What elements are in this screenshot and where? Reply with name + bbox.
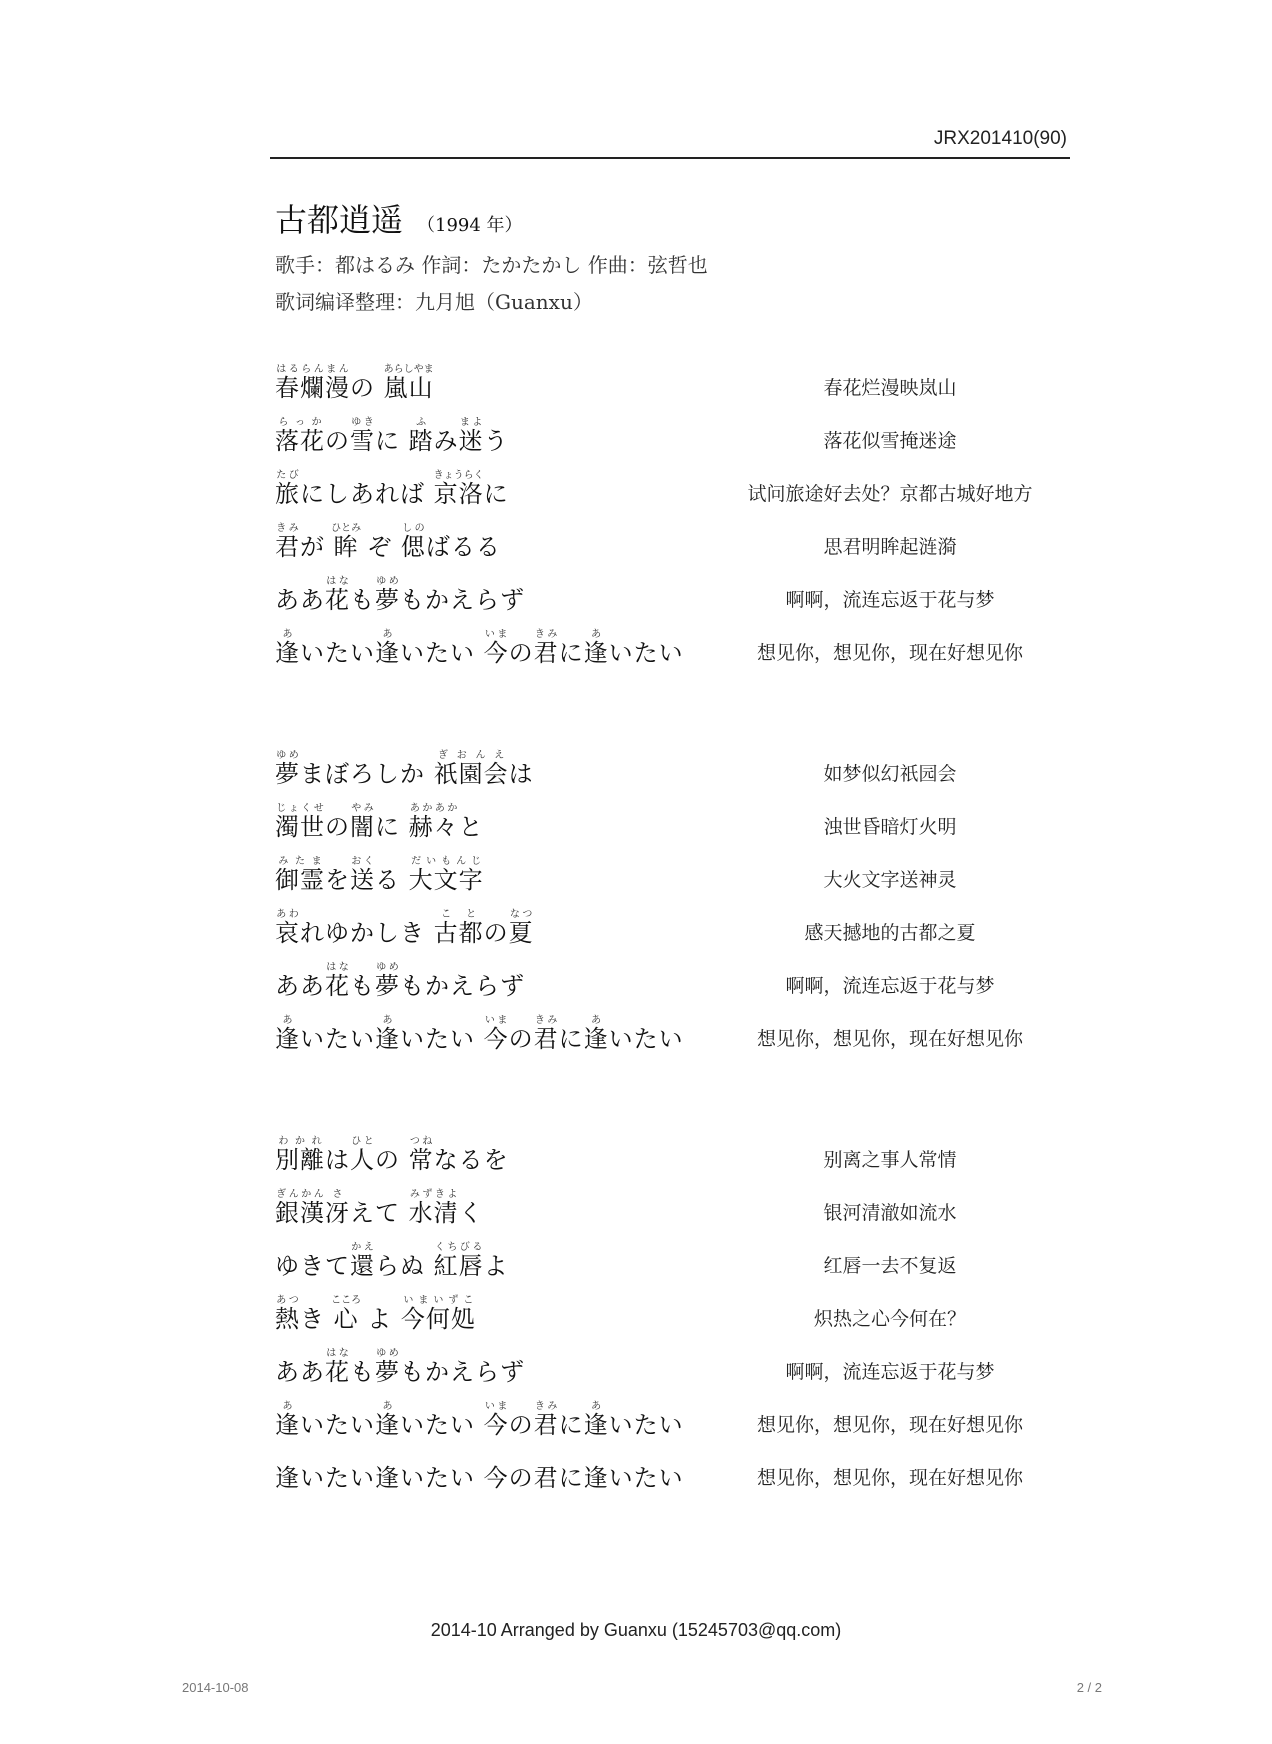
kanji-text: 夏 [508,919,534,947]
kana-text: らぬ [375,1252,434,1280]
kanji-text: 逢 [583,1025,609,1053]
kanji-text: 人 [350,1146,375,1174]
furigana-reading: はな [325,962,350,973]
kana-text: いたい [400,1025,484,1053]
chinese-translation: 思君明眸起涟漪 [823,536,957,558]
kanji-with-furigana [350,1242,375,1280]
furigana-reading: こころ [331,1295,362,1306]
japanese-lyric [275,629,705,668]
kanji-text: 君 [533,639,559,667]
kanji-text: 君 [533,1025,559,1053]
kanji-text: 熱 [275,1305,300,1333]
kana-text: もかえらず [400,972,525,1000]
kanji-text: 逢 [375,1025,400,1053]
kanji-with-furigana [275,803,325,841]
kanji-with-furigana [275,523,300,561]
kanji-with-furigana [275,629,300,667]
kana-text: よ [358,1305,401,1333]
chinese-translation: 炽热之心今何在？ [813,1308,966,1330]
chinese-translation: 啊啊，流连忘返于花与梦 [785,975,995,997]
furigana-reading: つね [408,1136,434,1147]
lyric-line [275,1387,1075,1440]
kana-text: の [375,1146,409,1174]
kanji-text: 今何処 [400,1305,476,1333]
furigana-reading: あらしやま [383,364,434,375]
kana-text: いたい [608,639,684,667]
lyric-line [275,789,1075,842]
furigana-reading: ゆめ [375,962,400,973]
kanji-with-furigana [400,1295,476,1333]
translator-credit: 歌词编译整理：九月旭（Guanxu） [275,290,593,314]
kana-text: に [558,1411,584,1439]
japanese-lyric [275,1242,705,1281]
kanji-text: 冴 [325,1199,350,1227]
kanji-text: 逢 [583,639,609,667]
kanji-text: 闇 [350,813,375,841]
furigana-reading: ひとみ [331,523,362,534]
kanji-text: 送 [350,866,375,894]
kana-text: 逢いたい逢いたい 今の君に逢いたい [275,1464,684,1492]
furigana-reading: おく [350,856,375,867]
kana-text: も [350,972,375,1000]
kana-text: に [558,639,584,667]
furigana-reading: あ [375,1015,400,1026]
lyric-line [275,350,1075,403]
japanese-lyric [275,1458,705,1493]
lyric-line [275,1281,1075,1334]
kanji-with-furigana [483,629,509,667]
furigana-reading: あつ [275,1295,300,1306]
kana-text: に [375,427,409,455]
lyric-line [275,948,1075,1001]
kanji-with-furigana [275,1189,325,1227]
print-date: 2014-10-08 [182,1680,249,1695]
furigana-reading: ぎんかん [275,1189,325,1200]
kanji-text: 春爛漫 [275,374,350,402]
furigana-reading: きみ [533,629,559,640]
kanji-text: 花 [325,1358,350,1386]
japanese-lyric [275,364,705,403]
kanji-text: 今 [483,1025,509,1053]
chinese-translation: 想见你，想见你，现在好想见你 [756,642,1023,664]
kanji-with-furigana [350,1136,375,1174]
kana-text: は [508,760,534,788]
chinese-translation: 想见你，想见你，现在好想见你 [756,1414,1023,1436]
lyric-line [275,1334,1075,1387]
furigana-reading: だいもんじ [408,856,484,867]
furigana-reading: あ [583,1015,609,1026]
kana-text: も [350,586,375,614]
header-divider [270,157,1070,159]
furigana-reading: あ [275,629,300,640]
kana-text: る [375,866,409,894]
kanji-with-furigana [375,1015,400,1053]
lyric-line [275,1122,1075,1175]
furigana-reading: かえ [350,1242,375,1253]
kana-text: いたい [300,1411,375,1439]
chinese-translation: 春花烂漫映岚山 [823,377,957,399]
kanji-text: 水清 [408,1199,459,1227]
kanji-text: 夢 [275,760,300,788]
japanese-lyric [275,576,705,615]
furigana-reading: あ [583,1401,609,1412]
chinese-translation: 红唇一去不复返 [823,1255,957,1277]
kanji-with-furigana [375,962,400,1000]
furigana-reading: いま [483,1015,509,1026]
japanese-lyric [275,470,705,509]
furigana-reading: いまいずこ [400,1295,476,1306]
furigana-reading: あわ [275,909,300,920]
kana-text: を [325,866,350,894]
chinese-translation: 啊啊，流连忘返于花与梦 [785,1361,995,1383]
kanji-with-furigana [325,576,350,614]
furigana-reading: きみ [275,523,300,534]
kana-text: いたい [300,639,375,667]
kana-text: き [300,1305,334,1333]
japanese-lyric [275,1189,705,1228]
kana-text: み [433,427,459,455]
furigana-reading: きょうらく [433,470,484,481]
kanji-text: 古都 [433,919,484,947]
kanji-with-furigana [458,417,484,455]
song-year: （1994 年） [417,215,523,236]
footer-credit: 2014-10 Arranged by Guanxu (15245703@qq.com) [430,1620,842,1640]
kanji-text: 嵐山 [383,374,434,402]
furigana-reading: たび [275,470,300,481]
japanese-lyric [275,1136,705,1175]
chinese-translation: 想见你，想见你，现在好想见你 [756,1028,1023,1050]
kanji-text: 濁世 [275,813,325,841]
japanese-lyric [275,1401,705,1440]
kanji-with-furigana [583,1015,609,1053]
kana-text: いたい [608,1411,684,1439]
furigana-reading: きみ [533,1015,559,1026]
kanji-text: 夢 [375,1358,400,1386]
kana-text: の [508,1025,534,1053]
kanji-with-furigana [400,523,426,561]
lyric-line [275,562,1075,615]
kana-text: ゆきて [275,1252,350,1280]
furigana-reading: あ [375,629,400,640]
kanji-with-furigana [275,417,325,455]
chinese-translation: 啊啊，流连忘返于花与梦 [785,589,995,611]
kanji-with-furigana [408,417,434,455]
japanese-lyric [275,909,705,948]
kanji-text: 御霊 [275,866,325,894]
furigana-reading: わかれ [275,1136,325,1147]
kana-text: ああ [275,972,325,1000]
kanji-with-furigana [275,909,300,947]
chinese-translation: 落花似雪掩迷途 [823,430,957,452]
kanji-text: 花 [325,972,350,1000]
kanji-text: 大文字 [408,866,484,894]
furigana-reading: いま [483,1401,509,1412]
kanji-text: 逢 [275,1025,300,1053]
kanji-text: 夢 [375,972,400,1000]
kanji-with-furigana [433,1242,484,1280]
furigana-reading: ゆめ [375,576,400,587]
kana-text: も [350,1358,375,1386]
kana-text: に [558,1025,584,1053]
chinese-translation: 大火文字送神灵 [823,869,957,891]
furigana-reading: なつ [508,909,534,920]
furigana-reading: あ [275,1401,300,1412]
kana-text: ああ [275,586,325,614]
kana-text: の [325,427,350,455]
kanji-with-furigana [275,470,300,508]
furigana-reading: らっか [275,417,325,428]
kana-text: の [483,919,509,947]
kanji-with-furigana [433,470,484,508]
kanji-text: 君 [533,1411,559,1439]
japanese-lyric [275,523,705,562]
kanji-text: 常 [408,1146,434,1174]
lyric-line [275,736,1075,789]
lyric-line [275,403,1075,456]
song-title: 古都逍遥 [275,201,404,239]
kana-text: に [483,480,509,508]
furigana-reading: みたま [275,856,325,867]
kanji-text: 旅 [275,480,300,508]
kanji-with-furigana [483,1401,509,1439]
kana-text: の [508,639,534,667]
kanji-text: 落花 [275,427,325,455]
japanese-lyric [275,1295,705,1334]
kanji-with-furigana [375,629,400,667]
document-code: JRX201410(90) [933,128,1067,149]
kanji-with-furigana [433,909,484,947]
japanese-lyric [275,962,705,1001]
kanji-text: 花 [325,586,350,614]
chinese-translation: 想见你，想见你，现在好想见你 [756,1467,1023,1489]
kana-text: もかえらず [400,1358,525,1386]
kanji-with-furigana [383,364,434,402]
lyrics-table [275,350,1075,1561]
kanji-with-furigana [275,1295,300,1333]
chinese-translation: 别离之事人常情 [823,1149,957,1171]
kanji-with-furigana [275,1401,300,1439]
kana-text: いたい [400,639,484,667]
furigana-reading: みずきよ [408,1189,459,1200]
kana-text: れゆかしき [300,919,434,947]
kanji-text: 君 [275,533,300,561]
kanji-text: 紅唇 [433,1252,484,1280]
kana-text: の [350,374,384,402]
japanese-lyric [275,803,705,842]
kanji-with-furigana [275,1136,325,1174]
furigana-reading: くちびる [433,1242,484,1253]
kanji-with-furigana [533,1401,559,1439]
kanji-with-furigana [331,523,362,561]
kanji-with-furigana [408,1189,459,1227]
kana-text: は [325,1146,350,1174]
kanji-with-furigana [533,1015,559,1053]
kanji-with-furigana [275,856,325,894]
furigana-reading: ゆめ [375,1348,400,1359]
furigana-reading: ゆき [350,417,375,428]
lyric-line [275,615,1075,668]
kana-text: ああ [275,1358,325,1386]
kanji-with-furigana [325,1348,350,1386]
furigana-reading: はな [325,1348,350,1359]
chinese-translation: 试问旅途好去处？京都古城好地方 [747,483,1033,505]
kanji-with-furigana [583,1401,609,1439]
page-number: 2 / 2 [1076,1680,1102,1695]
kana-text: いたい [608,1025,684,1053]
kanji-text: 逢 [375,1411,400,1439]
furigana-reading: あかあか [408,803,459,814]
kanji-with-furigana [408,803,459,841]
japanese-lyric [275,750,705,789]
kanji-text: 逢 [275,639,300,667]
lyric-line [275,895,1075,948]
kanji-with-furigana [508,909,534,947]
kanji-text: 偲 [400,533,426,561]
song-credits: 歌手：都はるみ 作詞：たかたかし 作曲：弦哲也 [275,253,708,277]
kanji-with-furigana [275,364,350,402]
furigana-reading: はるらんまん [275,364,350,375]
kanji-text: 迷 [458,427,484,455]
kanji-with-furigana [583,629,609,667]
furigana-reading: しの [400,523,426,534]
kana-text: の [325,813,350,841]
kanji-text: 夢 [375,586,400,614]
lyric-line [275,509,1075,562]
kana-text: いたい [400,1411,484,1439]
lyric-line [275,1001,1075,1054]
stanza [275,736,1075,1054]
furigana-reading: ひと [350,1136,375,1147]
kanji-text: 赫々 [408,813,459,841]
lyric-line [275,456,1075,509]
kanji-with-furigana [408,1136,434,1174]
chinese-translation: 浊世昏暗灯火明 [823,816,957,838]
kanji-with-furigana [483,1015,509,1053]
kana-text: う [483,427,509,455]
kanji-with-furigana [375,1401,400,1439]
furigana-reading: いま [483,629,509,640]
kanji-with-furigana [350,856,375,894]
kanji-text: 還 [350,1252,375,1280]
lyric-line [275,842,1075,895]
furigana-reading: さ [325,1189,350,1200]
lyric-line [275,1440,1075,1493]
kanji-with-furigana [408,856,484,894]
japanese-lyric [275,417,705,456]
kanji-with-furigana [433,750,509,788]
kanji-text: 心 [331,1305,362,1333]
japanese-lyric [275,1348,705,1387]
kanji-with-furigana [350,417,375,455]
furigana-reading: はな [325,576,350,587]
kana-text: の [508,1411,534,1439]
kanji-with-furigana [350,803,375,841]
kanji-text: 眸 [331,533,362,561]
kanji-with-furigana [325,1189,350,1227]
chinese-translation: 如梦似幻祇园会 [823,763,957,785]
kanji-with-furigana [375,1348,400,1386]
title-block [275,195,708,315]
kanji-with-furigana [533,629,559,667]
kanji-with-furigana [275,1015,300,1053]
furigana-reading: じょくせ [275,803,325,814]
kana-text: ばるる [425,533,501,561]
kanji-text: 逢 [375,639,400,667]
kanji-text: 今 [483,639,509,667]
furigana-reading: あ [275,1015,300,1026]
kanji-text: 逢 [275,1411,300,1439]
kanji-text: 踏 [408,427,434,455]
kanji-text: 別離 [275,1146,325,1174]
furigana-reading: ふ [408,417,434,428]
japanese-lyric [275,1015,705,1054]
lyric-line [275,1175,1075,1228]
kana-text: よ [483,1252,509,1280]
furigana-reading: まよ [458,417,484,428]
furigana-reading: ぎおんえ [433,750,509,761]
chinese-translation: 感天撼地的古都之夏 [804,922,976,944]
kanji-text: 今 [483,1411,509,1439]
lyric-line [275,1228,1075,1281]
kana-text: なるを [433,1146,509,1174]
kana-text: ぞ [358,533,401,561]
kana-text: いたい [300,1025,375,1053]
furigana-reading: こと [433,909,484,920]
kana-text: に [375,813,409,841]
kana-text: えて [350,1199,409,1227]
kana-text: と [458,813,484,841]
furigana-reading: きみ [533,1401,559,1412]
kanji-text: 逢 [583,1411,609,1439]
kanji-text: 京洛 [433,480,484,508]
japanese-lyric [275,856,705,895]
kanji-text: 銀漢 [275,1199,325,1227]
furigana-reading: やみ [350,803,375,814]
kanji-with-furigana [325,962,350,1000]
kana-text: にしあれば [300,480,434,508]
furigana-reading: あ [375,1401,400,1412]
kana-text: もかえらず [400,586,525,614]
kana-text: が [300,533,334,561]
furigana-reading: あ [583,629,609,640]
kanji-with-furigana [331,1295,362,1333]
chinese-translation: 银河清澈如流水 [823,1202,957,1224]
kanji-text: 祇園会 [433,760,509,788]
furigana-reading: ゆめ [275,750,300,761]
kana-text: く [458,1199,484,1227]
kana-text: まぼろしか [300,760,434,788]
stanza [275,350,1075,668]
kanji-text: 哀 [275,919,300,947]
stanza [275,1122,1075,1493]
kanji-text: 雪 [350,427,375,455]
kanji-with-furigana [275,750,300,788]
kanji-with-furigana [375,576,400,614]
